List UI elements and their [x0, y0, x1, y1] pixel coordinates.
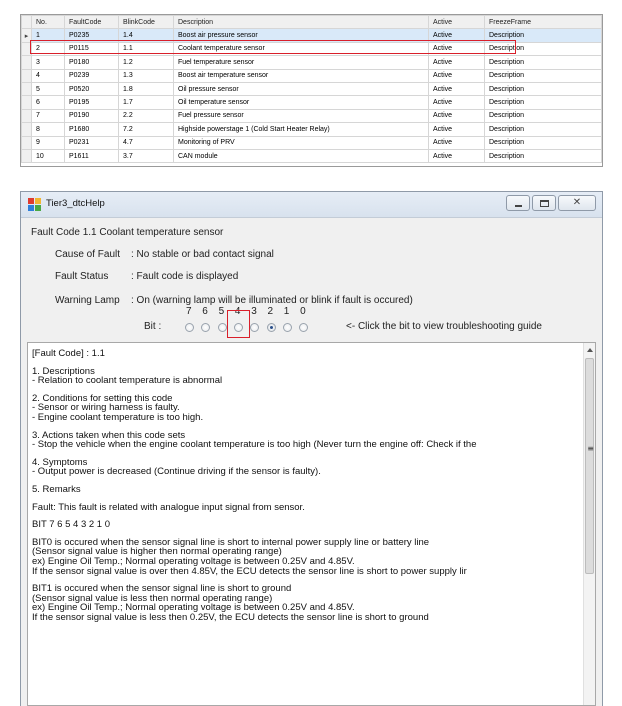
- status-label: Fault Status: [55, 271, 109, 282]
- bit-number-0: 0: [300, 306, 306, 317]
- column-header-freeze-frame[interactable]: FreezeFrame: [485, 16, 602, 29]
- bit-5-radio[interactable]: [218, 323, 227, 332]
- cell-active[interactable]: Active: [429, 69, 485, 82]
- table-row[interactable]: [22, 69, 602, 82]
- troubleshooting-text: [32, 349, 578, 622]
- cell-active[interactable]: Active: [429, 29, 485, 42]
- cell-freeze-frame[interactable]: Description: [485, 56, 602, 69]
- cell-blink-code[interactable]: 1.3: [119, 69, 174, 82]
- warning-lamp-label: Warning Lamp: [55, 295, 120, 306]
- help-line: 3. Actions taken when this code sets: [32, 430, 186, 441]
- bit-2-radio[interactable]: [267, 323, 276, 332]
- fault-code-grid: [20, 14, 603, 167]
- bit-4-radio[interactable]: [234, 323, 243, 332]
- cell-active[interactable]: Active: [429, 42, 485, 55]
- cell-active[interactable]: Active: [429, 123, 485, 136]
- help-line: - Engine coolant temperature is too high.: [32, 412, 204, 423]
- cell-no[interactable]: 10: [32, 149, 65, 162]
- cell-blink-code[interactable]: 1.1: [119, 42, 174, 55]
- cell-no[interactable]: 4: [32, 69, 65, 82]
- bit-3-radio[interactable]: [250, 323, 259, 332]
- column-header-blink-code[interactable]: BlinkCode: [119, 16, 174, 29]
- cell-fault-code[interactable]: P0239: [65, 69, 119, 82]
- cell-no[interactable]: 5: [32, 82, 65, 95]
- help-line: - Output power is decreased (Continue driving if the sensor is faulty).: [32, 467, 321, 477]
- cell-active[interactable]: Active: [429, 149, 485, 162]
- close-icon: ✕: [572, 197, 582, 208]
- cell-description[interactable]: Highside powerstage 1 (Cold Start Heater Relay): [174, 123, 429, 136]
- cell-blink-code[interactable]: 4.7: [119, 136, 174, 149]
- help-line: 1. Descriptions: [32, 366, 95, 377]
- cell-freeze-frame[interactable]: Description: [485, 109, 602, 122]
- help-line: ex) Engine Oil Temp.; Normal operating voltage is between 0.25V and 4.85V.: [32, 603, 355, 613]
- cell-blink-code[interactable]: 1.7: [119, 96, 174, 109]
- line-overflow-icon: ≡: [587, 444, 594, 453]
- scrollbar-thumb[interactable]: [585, 358, 594, 574]
- cell-freeze-frame[interactable]: Description: [485, 69, 602, 82]
- cell-freeze-frame[interactable]: Description: [485, 96, 602, 109]
- bit-number-5: 5: [218, 306, 225, 317]
- row-indicator: ▸: [22, 29, 32, 42]
- row-indicator: [22, 69, 32, 82]
- bit-number-4: 4: [234, 306, 241, 317]
- cell-no[interactable]: 8: [32, 123, 65, 136]
- cause-label: Cause of Fault: [55, 249, 121, 260]
- row-indicator: [22, 42, 32, 55]
- row-indicator: [22, 96, 32, 109]
- help-line: If the sensor signal value is over then 4.85V, the ECU detects the sensor line is short to power supply lir: [32, 566, 467, 577]
- cell-no[interactable]: 6: [32, 96, 65, 109]
- cell-description[interactable]: Coolant temperature sensor: [174, 42, 429, 55]
- cell-freeze-frame[interactable]: Description: [485, 149, 602, 162]
- cell-blink-code[interactable]: 1.4: [119, 29, 174, 42]
- table-row[interactable]: [22, 109, 602, 122]
- help-line: [Fault Code] : 1.1: [32, 349, 105, 359]
- cell-fault-code[interactable]: P0520: [65, 82, 119, 95]
- cell-no[interactable]: 9: [32, 136, 65, 149]
- cell-blink-code[interactable]: 2.2: [119, 109, 174, 122]
- row-indicator: [22, 136, 32, 149]
- bit-7-radio[interactable]: [185, 323, 194, 332]
- cell-blink-code[interactable]: 1.8: [119, 82, 174, 95]
- cell-fault-code[interactable]: P0115: [65, 42, 119, 55]
- maximize-icon: [540, 200, 549, 207]
- cell-freeze-frame[interactable]: Description: [485, 136, 602, 149]
- cell-active[interactable]: Active: [429, 96, 485, 109]
- scroll-up-arrow-icon[interactable]: [587, 348, 593, 352]
- row-indicator: [22, 123, 32, 136]
- minimize-button[interactable]: [506, 195, 530, 211]
- bit-6-radio[interactable]: [201, 323, 210, 332]
- fault-info-panel: [21, 218, 602, 332]
- row-indicator: [22, 109, 32, 122]
- cell-description[interactable]: Boost air temperature sensor: [174, 69, 429, 82]
- cell-description[interactable]: CAN module: [174, 149, 429, 162]
- status-value: : Fault code is displayed: [131, 271, 239, 282]
- cell-fault-code[interactable]: P0180: [65, 56, 119, 69]
- bit-hint: <- Click the bit to view troubleshooting guide: [346, 321, 542, 332]
- cell-fault-code[interactable]: P1680: [65, 123, 119, 136]
- cell-active[interactable]: Active: [429, 136, 485, 149]
- help-line: 5. Remarks: [32, 484, 81, 495]
- bit-number-7: 7: [186, 306, 192, 317]
- help-line: Fault: This fault is related with analogue input signal from sensor.: [32, 502, 305, 513]
- cell-description[interactable]: Boost air pressure sensor: [174, 29, 429, 42]
- bit-number-2: 2: [267, 306, 274, 317]
- cell-no[interactable]: 2: [32, 42, 65, 55]
- table-row[interactable]: [22, 29, 602, 42]
- table-row[interactable]: [22, 123, 602, 136]
- bit-0-radio[interactable]: [299, 323, 308, 332]
- row-indicator: [22, 56, 32, 69]
- title-bar[interactable]: [21, 192, 602, 218]
- grid-header-row: [22, 16, 602, 29]
- cell-no[interactable]: 7: [32, 109, 65, 122]
- table-row[interactable]: [22, 149, 602, 162]
- table-row[interactable]: [22, 96, 602, 109]
- cell-description[interactable]: Monitoring of PRV: [174, 136, 429, 149]
- close-button[interactable]: [558, 195, 596, 211]
- table-row[interactable]: [22, 82, 602, 95]
- cell-description[interactable]: Fuel temperature sensor: [174, 56, 429, 69]
- row-indicator: [22, 149, 32, 162]
- row-indicator: [22, 82, 32, 95]
- cell-description[interactable]: Fuel pressure sensor: [174, 109, 429, 122]
- column-header-description[interactable]: Description: [174, 16, 429, 29]
- help-line: BIT1 is occured when the sensor signal line is short to ground: [32, 584, 292, 594]
- help-line: - Sensor or wiring harness is faulty.: [32, 403, 180, 413]
- table-row[interactable]: [22, 42, 602, 55]
- bit-label: Bit :: [144, 321, 162, 332]
- cell-fault-code[interactable]: P0235: [65, 29, 119, 42]
- help-line: - Stop the vehicle when the engine coolant temperature is too high (Never turn the engine off: Check if the: [32, 440, 477, 450]
- cell-fault-code[interactable]: P0231: [65, 136, 119, 149]
- row-indicator-header: [22, 16, 32, 29]
- troubleshooting-text-box[interactable]: [27, 342, 596, 706]
- cell-blink-code[interactable]: 3.7: [119, 149, 174, 162]
- cell-fault-code[interactable]: P1611: [65, 149, 119, 162]
- cause-value: : No stable or bad contact signal: [131, 249, 274, 260]
- fault-code-heading: Fault Code 1.1 Coolant temperature sensor: [31, 227, 224, 238]
- table-row[interactable]: [22, 136, 602, 149]
- cell-freeze-frame[interactable]: Description: [485, 42, 602, 55]
- help-line: - Relation to coolant temperature is abnormal: [32, 376, 223, 386]
- dtc-help-window: [20, 191, 603, 706]
- cell-freeze-frame[interactable]: Description: [485, 82, 602, 95]
- bit-1-radio[interactable]: [283, 323, 292, 332]
- warning-lamp-value: : On (warning lamp will be illuminated or blink if fault is occured): [131, 295, 413, 306]
- cell-freeze-frame[interactable]: Description: [485, 123, 602, 136]
- cell-fault-code[interactable]: P0190: [65, 109, 119, 122]
- cell-active[interactable]: Active: [429, 109, 485, 122]
- cell-no[interactable]: 1: [32, 29, 65, 42]
- maximize-button[interactable]: [532, 195, 556, 211]
- bit-number-3: 3: [251, 306, 257, 317]
- column-header-fault-code[interactable]: FaultCode: [65, 16, 119, 29]
- help-line: BIT0 is occured when the sensor signal line is short to internal power supply line or battery line: [32, 537, 430, 548]
- cell-fault-code[interactable]: P0195: [65, 96, 119, 109]
- cell-no[interactable]: 3: [32, 56, 65, 69]
- window-title: Tier3_dtcHelp: [46, 198, 105, 209]
- help-line: (Sensor signal value is higher then normal operating range): [32, 547, 282, 557]
- bit-number-6: 6: [202, 306, 208, 317]
- help-line: 4. Symptoms: [32, 457, 88, 468]
- cell-blink-code[interactable]: 7.2: [119, 123, 174, 136]
- help-line: ex) Engine Oil Temp.; Normal operating voltage is between 0.25V and 4.85V.: [32, 556, 355, 567]
- cell-description[interactable]: Oil temperature sensor: [174, 96, 429, 109]
- help-line: 2. Conditions for setting this code: [32, 393, 173, 404]
- column-header-no[interactable]: No.: [32, 16, 65, 29]
- cell-freeze-frame[interactable]: Description: [485, 29, 602, 42]
- help-line: BIT 7 6 5 4 3 2 1 0: [32, 520, 110, 530]
- minimize-icon: [515, 205, 522, 207]
- help-line: If the sensor signal value is less then 0.25V, the ECU detects the sensor line is short to ground: [32, 612, 429, 623]
- cell-description[interactable]: Oil pressure sensor: [174, 82, 429, 95]
- cell-blink-code[interactable]: 1.2: [119, 56, 174, 69]
- cell-active[interactable]: Active: [429, 82, 485, 95]
- cell-active[interactable]: Active: [429, 56, 485, 69]
- column-header-active[interactable]: Active: [429, 16, 485, 29]
- help-line: (Sensor signal value is less then normal operating range): [32, 593, 273, 604]
- table-row[interactable]: [22, 56, 602, 69]
- bit-number-1: 1: [283, 306, 290, 317]
- app-icon: [28, 198, 41, 211]
- vertical-scrollbar[interactable]: [583, 343, 595, 705]
